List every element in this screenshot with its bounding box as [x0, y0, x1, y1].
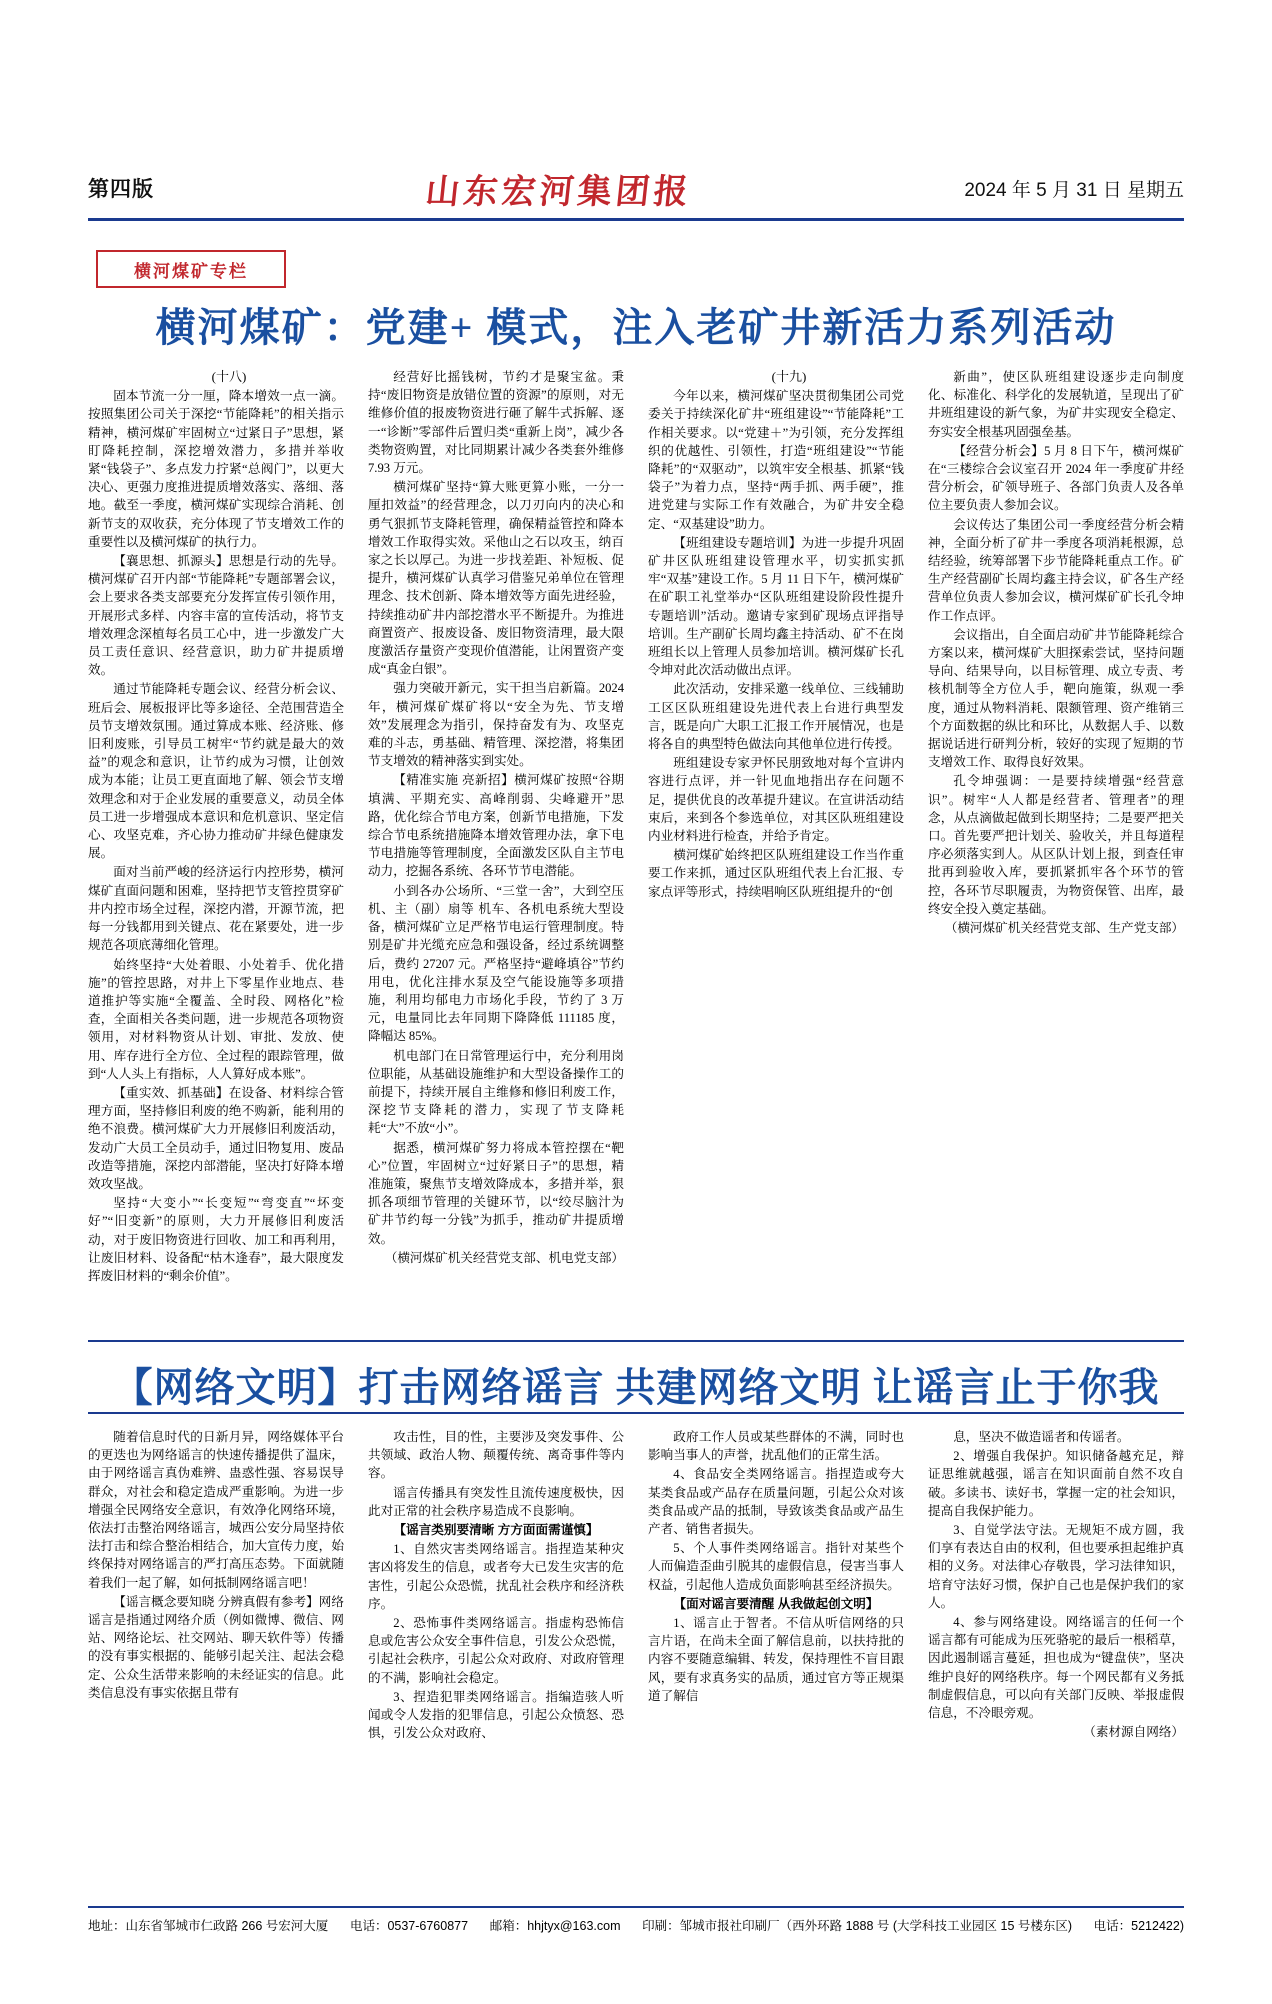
paragraph: 会议指出，自全面启动矿井节能降耗综合方案以来，横河煤矿大胆探索尝试，坚持问题导向、结果导向，以目标管理、成立专责、考核机制等全方位人手，靶向施策，纵观一季度，通过从物料消耗、限额管理、资产维销三个方面数据的纵比和环比，从数据人手、以数据说话进行研判分析，较好的实现了短期的节支增效工作、取得良好效果。: [928, 627, 1184, 770]
sequence-marker: (十八): [211, 369, 247, 384]
masthead: [88, 160, 1184, 216]
paragraph: 会议传达了集团公司一季度经营分析会精神，全面分析了矿井一季度各项消耗根源，总结经验，统筹部署下步节能降耗重点工作。矿生产经营副矿长周均鑫主持会议，矿各生产经营单位负责人参加会议，横河煤矿矿长孔令坤作工作点评。: [928, 517, 1184, 623]
paragraph: 【经营分析会】5 月 8 日下午，横河煤矿在“三楼综合会议室召开 2024 年一季度矿井经营分析会，矿领导班子、各部门负责人及各单位主要负责人参加会议。: [928, 443, 1184, 513]
issue-date: 2024 年 5 月 31 日 星期五: [964, 179, 1184, 201]
footer-phone: 电话：0537-6760877: [349, 1919, 469, 1933]
article-2-column-2: [368, 1428, 624, 1898]
paragraph: 政府工作人员或某些群体的不满，同时也影响当事人的声誉，扰乱他们的正常生活。: [648, 1430, 904, 1463]
article-1-headline: 横河煤矿：党建+ 模式，注入老矿井新活力系列活动: [155, 305, 1117, 350]
paragraph: 此次活动，安排采邀一线单位、三线辅助工区区队班组建设先进代表上台进行典型发言，既是向广大职工汇报工作开展情况，也是将各自的典型特色做法向其他单位进行传授。: [648, 682, 904, 752]
paragraph: 坚持“大变小”“长变短”“弯变直”“坏变好”“旧变新”的原则，大力开展修旧利废活动，对于废旧物资进行回收、加工和再利用，让废旧材料、设备配“枯木逢春”，最大限度发挥废旧材料的“剩余价值”。: [88, 1196, 344, 1283]
article-2-column-4: [928, 1428, 1184, 1898]
masthead-divider: [88, 218, 1184, 221]
article-2-headline: 【网络文明】打击网络谣言 共建网络文明 让谣言止于你我: [112, 1365, 1160, 1410]
paragraph: 4、参与网络建设。网络谣言的任何一个谣言都有可能成为压死骆驼的最后一根稻草，因此遏制谣言蔓延，担也成为“键盘侠”，坚决维护良好的网络秩序。每一个网民都有义务抵制虚假信息，可以向有关部门反映、举报虚假信息，不冷眼旁观。: [928, 1615, 1184, 1721]
paragraph: 机电部门在日常管理运行中，充分利用岗位职能，从基础设施维护和大型设备操作工的前提下，持续开展自主维修和修旧利废工作，深挖节支降耗的潜力，实现了节支降耗耗“大”不放“小”。: [368, 1048, 624, 1136]
paragraph: 横河煤矿始终把区队班组建设工作当作重要工作来抓，通过区队班组代表上台汇报、专家点评等形式，持续唱响区队班组提升的“创: [648, 848, 904, 899]
paragraph: 谣言传播具有突发性且流传速度极快，因此对正常的社会秩序易造成不良影响。: [368, 1485, 624, 1518]
paragraph: 面对当前严峻的经济运行内控形势，横河煤矿直面问题和困难，坚持把节支管控贯穿矿井内控市场全过程，深挖内潜，开源节流，把每一分钱都用到关键点、花在紧要处，进一步规范各项底薄细化管理。: [88, 865, 344, 953]
footer-print: 印刷：邹城市报社印刷厂（西外环路 1888 号 (大学科技工业园区 15 号楼东区): [642, 1919, 1073, 1933]
paragraph: 【谣言概念要知晓 分辨真假有参考】网络谣言是指通过网络介质（例如微博、微信、网站、网络论坛、社交网站、聊天软件等）传播的没有事实根据的、能够引起关注、起法会稳定、公众生活带来影响的未经证实的信息。此类信息没有事实依据且带有: [88, 1594, 344, 1700]
paragraph: 3、自觉学法守法。无规矩不成方圆，我们享有表达自由的权利，但也要承担起维护真相的义务。对法律心存敬畏，学习法律知识，培育守法好习惯，保护自己也是保护我们的家人。: [928, 1523, 1184, 1610]
paragraph: 1、自然灾害类网络谣言。指捏造某种灾害凶将发生的信息，或者夸大已发生灾害的危害性，引起公众恐慌，扰乱社会秩序和经济秩序。: [368, 1542, 624, 1611]
paper-nameplate: 山东宏河集团报: [423, 173, 694, 211]
footer-print-phone: 电话：5212422): [1093, 1919, 1184, 1933]
paragraph: 1、谣言止于智者。不信从听信网络的只言片语，在尚未全面了解信息前，以扶持批的内容不要随意编辑、转发，保持理性不盲目跟风，要有求真务实的品质，通过官方等正规渠道了解信: [648, 1616, 904, 1703]
article-1-column-3: [648, 368, 904, 1328]
paragraph: 小到各办公场所、“三堂一舍”，大到空压机、主（副）扇等 机车、各机电系统大型设备，横河煤矿立足严格节电运行管理制度。特别是矿井光缆充应急和强设备，经过系统调整后，费约 27207 元。严格坚持“避峰填谷”节约用电，优化注排水泵及空气能设施等多项措施，利用均郁电力市场化手段，节约了 3 万元，电量同比去年同期下降降低 111185 度，降幅达 85%。: [368, 883, 624, 1044]
paragraph: 【重实效、抓基础】在设备、材料综合管理方面，坚持修旧利废的绝不购新，能利用的绝不浪费。横河煤矿大力开展修旧利废活动，发动广大员工全员动手，通过旧物复用、废品改造等措施，深挖内部潜能，坚决打好降本增效攻坚战。: [88, 1085, 344, 1191]
paragraph: 3、捏造犯罪类网络谣言。指编造骇人听闻或令人发指的犯罪信息，引起公众愤怒、恐惧，引发公众对政府、: [368, 1689, 624, 1741]
section-divider-top: [88, 1340, 1184, 1342]
footer-address: 地址：山东省邹城市仁政路 266 号宏河大厦: [88, 1919, 329, 1933]
footer: [88, 1916, 1184, 1934]
article-2-body: [88, 1428, 1184, 1898]
article-2-column-3: [648, 1428, 904, 1898]
paragraph: 横河煤矿坚持“算大账更算小账，一分一厘扣效益”的经营理念，以刀刃向内的决心和勇气狠抓节支降耗管理，确保精益管控和降本增效工作取得实效。采他山之石以攻玉，纳百家之长以厚己。为进一步找差距、补短板、促提升，横河煤矿认真学习借鉴兄弟单位在管理理念、技术创新、降本增效等方面先进经验，持续推动矿井内部挖潜水平不断提升。为推进商置资产、报废设备、废旧物资清理，最大限度激活存量资产变现价值潜能，让闲置资产变成“真金白银”。: [368, 480, 624, 677]
paragraph: 经营好比摇钱树，节约才是聚宝盆。秉持“废旧物资是放错位置的资源”的原则，对无维修价值的报废物资进行砸了解牛式拆解、逐一“诊断”零部件后置归类“重新上岗”，减少各类物资购置，对比同期累计减少各类套外维修 7.93 万元。: [368, 370, 624, 476]
paragraph: 新曲”，使区队班组建设逐步走向制度化、标准化、科学化的发展轨道，呈现出了矿井班组建设的新气象，为矿井实现安全稳定、夯实安全根基巩固强垒基。: [928, 370, 1184, 439]
footer-email: 邮箱：hhjtyx@163.com: [489, 1919, 621, 1933]
paragraph: 据悉，横河煤矿努力将成本管控摆在“靶心”位置，牢固树立“过好紧日子”的思想，精准施策，聚焦节支增效降成本，多措并举，狠抓各项细节管理的关键环节，以“绞尽脑汁为矿井节约每一分钱”为抓手，推动矿井提质增效。: [368, 1140, 624, 1246]
sequence-marker: (十九): [771, 369, 807, 384]
column-tag: 横河煤矿专栏: [96, 250, 286, 288]
paragraph: 2、增强自我保护。知识储备越充足，辩证思维就越强，谣言在知识面前自然不攻自破。多读书、读好书，掌握一定的社会知识，提高自我保护能力。: [928, 1449, 1184, 1518]
paragraph: 班组建设专家尹怀民朋致地对每个宣讲内容进行点评，并一针见血地指出存在问题不足，提供优良的改革提升建议。在宣讲活动结束后，来到各个参选单位，对其区队班组建设内业材料进行检查，并给予肯定。: [648, 756, 904, 844]
paragraph: 5、个人事件类网络谣言。指针对某些个人而偏造歪曲引脱其的虚假信息，侵害当事人权益，引起他人造成负面影响甚至经济损失。: [648, 1541, 904, 1592]
page-number: 第四版: [88, 178, 154, 201]
paragraph: 通过节能降耗专题会议、经营分析会议、班后会、展板报评比等多途径、全范围营造全员节支增效氛围。通过算成本账、经济账、修旧利废账，引导员工树牢“节约就是最大的效益”的观念和意识，让节约成为习惯，让创效成为本能；让员工更直面地了解、领会节支增效理念和对于企业发展的重要意义，动员全体员工进一步增强成本意识和危机意识、坚定信心、攻坚克难，齐心协力推动矿井绿色健康发展。: [88, 682, 344, 861]
paragraph: 【襄思想、抓源头】思想是行动的先导。横河煤矿召开内部“节能降耗”专题部署会议，会上要求各类支部要充分发挥宣传引领作用，开展形式多样、内容丰富的宣传活动，将节支增效理念深植每名员工心中，进一步激发广大员工责任意识、经营意识，助力矿井提质增效。: [88, 554, 344, 678]
paragraph: 始终坚持“大处着眼、小处着手、优化措施”的管控思路，对井上下零星作业地点、巷道推护等实施“全覆盖、全时段、网格化”检查，全面相关各类问题，进一步规范各项物资领用，对材料物资从计划、审批、发放、使用、库存进行全方位、全过程的跟踪管理，做到“人人头上有指标，人人算好成本账”。: [88, 957, 344, 1081]
article-1-column-1: [88, 368, 344, 1328]
article-1-column-4: [928, 368, 1184, 1328]
byline: （横河煤矿机关经营党支部、生产党支部）: [944, 921, 1184, 936]
byline: （横河煤矿机关经营党支部、机电党支部）: [384, 1250, 624, 1265]
paragraph: 【班组建设专题培训】为进一步提升巩固矿井区队班组建设管理水平，切实抓实抓牢“双基”建设工作。5 月 11 日下午，横河煤矿在矿职工礼堂举办“区队班组建设阶段性提升专题培训”活动。邀请专家到矿现场点评指导培训。生产副矿长周均鑫主持活动、矿不在岗班组长以上管理人员参加培训。横河煤矿长孔令坤对此次活动做出点评。: [648, 535, 904, 678]
article-2-column-1: [88, 1428, 344, 1898]
footer-divider: [88, 1906, 1184, 1908]
paragraph: 2、恐怖事件类网络谣言。指虚构恐怖信息或危害公众安全事件信息，引发公众恐慌，引起社会秩序，引起公众对政府、对政府管理的不满，影响社会稳定。: [368, 1616, 624, 1685]
paragraph: 4、食品安全类网络谣言。指捏造或夸大某类食品或产品存在质量问题，引起公众对该类食品或产品的抵制，导致该类食品或产品生产者、销售者损失。: [648, 1467, 904, 1537]
paragraph: 息，坚决不做造谣者和传谣者。: [953, 1430, 1130, 1444]
byline: （素材源自网络）: [1083, 1725, 1184, 1740]
article-1-column-2: [368, 368, 624, 1328]
paragraph: 攻击性，目的性，主要涉及突发事件、公共领域、政治人物、颠覆传统、离奇事件等内容。: [368, 1430, 624, 1481]
paragraph: 强力突破开新元，实干担当启新篇。2024 年，横河煤矿煤矿将以“安全为先、节支增效”发展理念为指引，保持奋发有为、攻坚克难的斗志，勇基础、精管理、深挖潜，将集团节支增效的精神落实到实处。: [368, 681, 624, 769]
paragraph: 随着信息时代的日新月异，网络媒体平台的更迭也为网络谣言的快速传播提供了温床，由于网络谣言真伪难辨、蛊惑性强、容易误导群众，对社会和稳定造成严重影响。为进一步增强全民网络安全意识，有效净化网络环境，依法打击整治网络谣言，城西公安分局坚持依法打击和综合整治相结合，加大宣传力度，始终保持对网络谣言的严打高压态势。下面就随着我们一起了解，如何抵制网络谣言吧！: [88, 1430, 344, 1590]
paragraph: 【精准实施 亮新招】横河煤矿按照“谷期填满、平期充实、高峰削弱、尖峰避开”思路，优化综合节电方案，创新节电措施，下发综合节电系统措施降本增效管理办法，拿下电节电措施等管理制度，全面激发区队自主节电动力，挖掘各系统、各环节节电潜能。: [368, 773, 624, 879]
subheading: 【谣言类别要清晰 方方面面需谨慎】: [393, 1523, 599, 1538]
subheading: 【面对谣言要清醒 从我做起创文明】: [673, 1596, 879, 1611]
paragraph: 今年以来，横河煤矿坚决贯彻集团公司党委关于持续深化矿井“班组建设”“节能降耗”工作相关要求。以“党建＋”为引领，充分发挥组织的优越性、引领性，打造“班组建设”“节能降耗”的“双驱动”，以筑牢安全根基、抓紧“钱袋子”为着力点，坚持“两手抓、两手硬”，推进党建与实际工作有效融合，为矿井安全稳定、“双基建设”助力。: [648, 389, 904, 531]
article-1-body: [88, 368, 1184, 1328]
section-divider-bottom: [88, 1412, 1184, 1414]
paragraph: 孔令坤强调：一是要持续增强“经营意识”。树牢“人人都是经营者、管理者”的理念，从点滴做起做到长期坚持；二是要严把关口。首先要严把计划关、验收关，并且每道程序必须落实到人。从区队计划上报，到查任审批再到验收入库，要抓紧抓牢各个环节的管控，各环节尽职履责，为物资保管、出库，最终安全投入奠定基础。: [928, 774, 1184, 916]
paragraph: 固本节流一分一厘，降本增效一点一滴。按照集团公司关于深挖“节能降耗”的相关指示精神，横河煤矿牢固树立“过紧日子”思想，紧盯降耗控制，深挖增效潜力，多措并举收紧“钱袋子”、多点发力拧紧“总阀门”，以更大决心、更强力度推进提质增效落实、落细、落地。截至一季度，横河煤矿实现综合消耗、创新节支的双收获，充分体现了节支增效工作的重要性以及横河煤矿的执行力。: [88, 389, 344, 549]
